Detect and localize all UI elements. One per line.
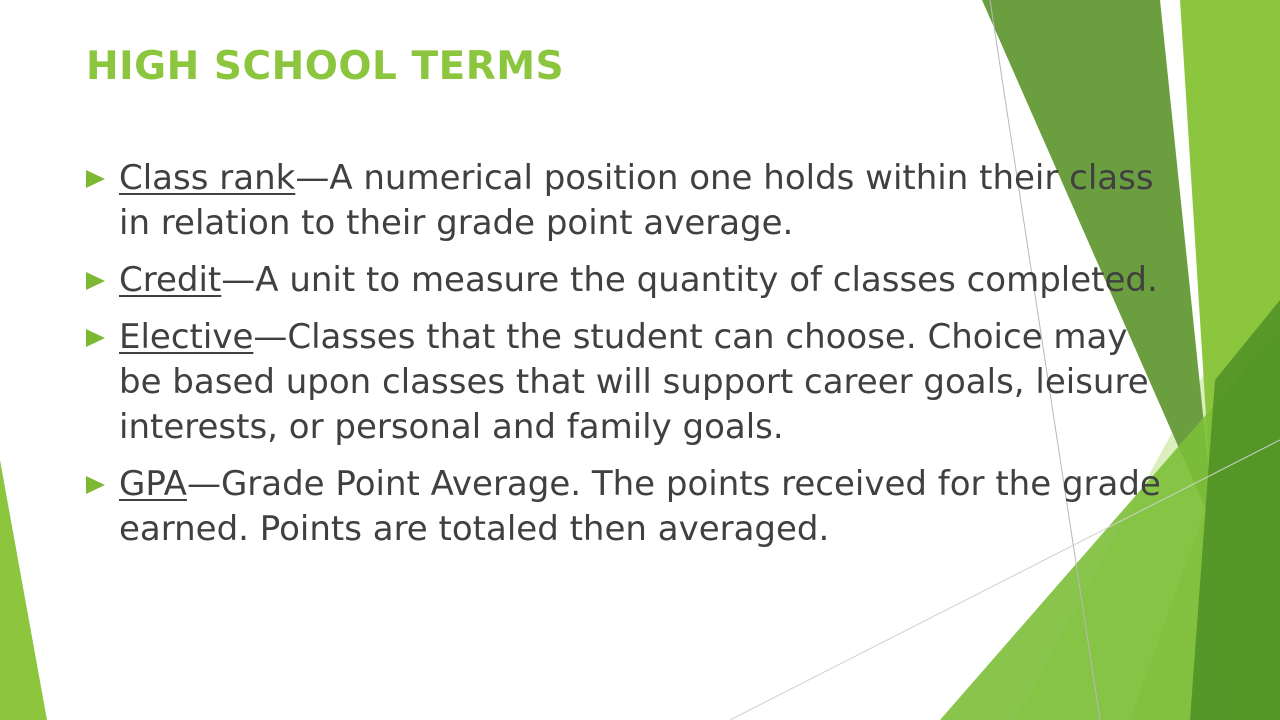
term-separator: — [253,317,288,357]
definition-elective: Classes that the student can choose. Choice may be based upon classes that will support career goals, leisure interests, or personal and family goals. [119,317,1149,447]
term-credit: Credit [119,260,222,300]
term-separator: — [186,464,221,504]
list-item-class-rank [86,156,1176,246]
list-item-elective [86,315,1176,450]
term-separator: — [221,260,256,300]
term-class-rank: Class rank [119,158,296,198]
term-gpa: GPA [119,464,187,504]
right-pointing-triangle-icon [86,170,105,188]
definition-gpa: Grade Point Average. The points received for the grade earned. Points are totaled then averaged. [119,464,1161,549]
definition-credit: A unit to measure the quantity of classes completed. [255,260,1158,300]
term-elective: Elective [119,317,254,357]
right-pointing-triangle-icon [86,476,105,494]
slide-title: HIGH SCHOOL TERMS [86,44,565,89]
right-pointing-triangle-icon [86,272,105,290]
terms-list [86,156,1176,564]
right-pointing-triangle-icon [86,329,105,347]
list-item-gpa [86,462,1176,552]
term-separator: — [295,158,330,198]
left-edge-accent [0,460,47,720]
list-item-credit [86,258,1176,303]
definition-class-rank: A numerical position one holds within their class in relation to their grade point average. [119,158,1154,243]
